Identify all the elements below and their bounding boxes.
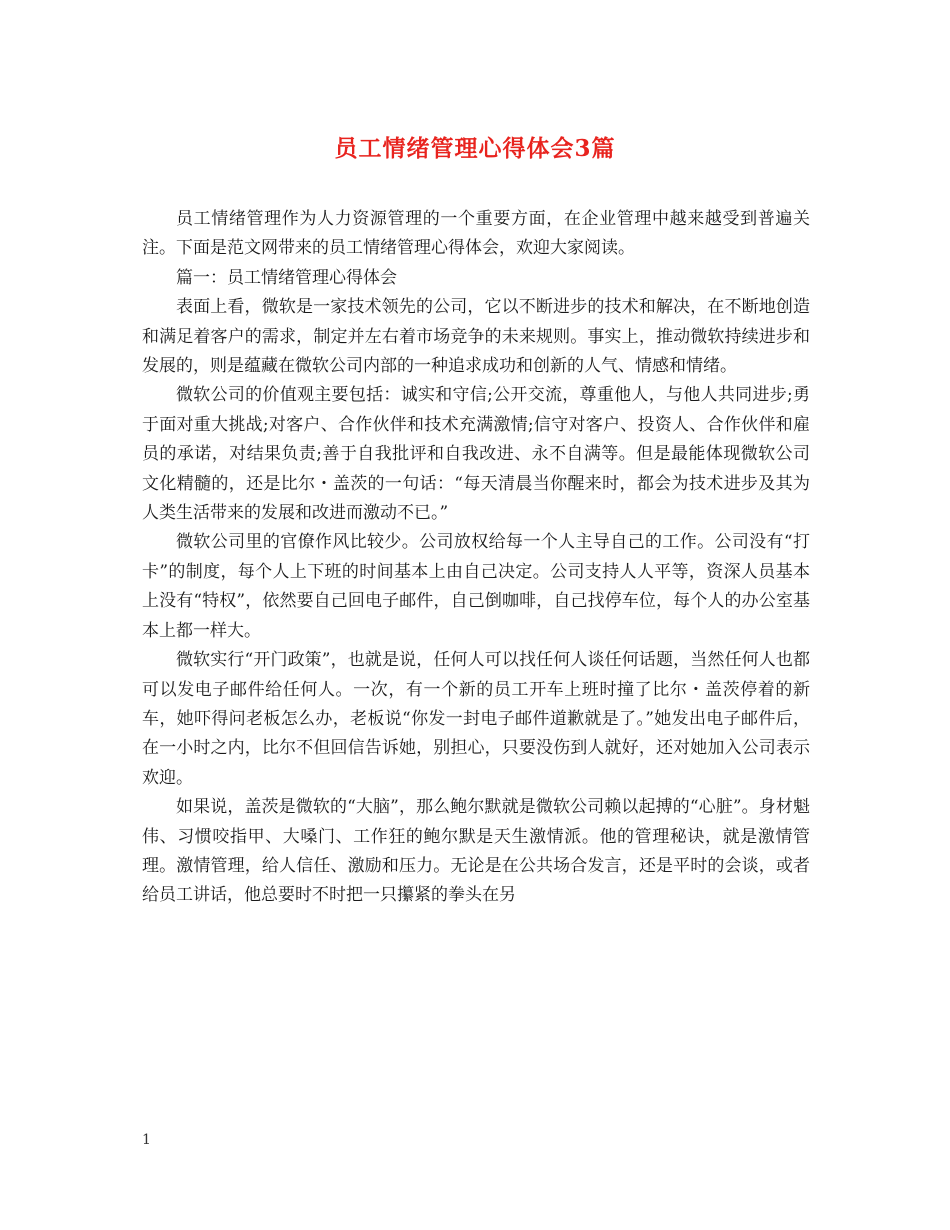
paragraph: 表面上看，微软是一家技术领先的公司，它以不断进步的技术和解决，在不断地创造和满足着客户的需求，制定并左右着市场竞争的未来规则。事实上，推动微软持续进步和发展的，则是蕴藏在微软公司内部的一种追求成功和创新的人气、情感和情绪。 — [142, 297, 810, 377]
document-body — [142, 205, 810, 911]
page-number: 1 — [142, 1132, 151, 1148]
paragraph-intro: 员工情绪管理作为人力资源管理的一个重要方面，在企业管理中越来越受到普遍关注。下面是范文网带来的员工情绪管理心得体会，欢迎大家阅读。 — [142, 209, 810, 259]
paragraph: 微软公司的价值观主要包括：诚实和守信;公开交流，尊重他人，与他人共同进步;勇于面对重大挑战;对客户、合作伙伴和技术充满激情;信守对客户、投资人、合作伙伴和雇员的承诺，对结果负责;善于自我批评和自我改进、永不自满等。但是最能体现微软公司文化精髓的，还是比尔・盖茨的一句话：“每天清晨当你醒来时，都会为技术进步及其为人类生活带来的发展和改进而激动不已。” — [142, 385, 810, 524]
paragraph: 微软公司里的官僚作风比较少。公司放权给每一个人主导自己的工作。公司没有“打卡”的制度，每个人上下班的时间基本上由自己决定。公司支持人人平等，资深人员基本上没有“特权”，依然要自己回电子邮件，自己倒咖啡，自己找停车位，每个人的办公室基本上都一样大。 — [142, 532, 810, 641]
document-title: 员工情绪管理心得体会3篇 — [334, 135, 616, 162]
section-heading-part-one: 篇一：员工情绪管理心得体会 — [176, 267, 397, 288]
paragraph: 如果说，盖茨是微软的“大脑”，那么鲍尔默就是微软公司赖以起搏的“心脏”。身材魁伟、习惯咬指甲、大嗓门、工作狂的鲍尔默是天生激情派。他的管理秘诀，就是激情管理。激情管理，给人信任、激励和压力。无论是在公共场合发言，还是平时的会谈，或者给员工讲话，他总要时不时把一只攥紧的拳头在另 — [142, 797, 810, 906]
paragraph: 微软实行“开门政策”，也就是说，任何人可以找任何人谈任何话题，当然任何人也都可以发电子邮件给任何人。一次，有一个新的员工开车上班时撞了比尔・盖茨停着的新车，她吓得问老板怎么办，老板说“你发一封电子邮件道歉就是了。”她发出电子邮件后，在一小时之内，比尔不但回信告诉她，别担心，只要没伤到人就好，还对她加入公司表示欢迎。 — [142, 650, 810, 788]
